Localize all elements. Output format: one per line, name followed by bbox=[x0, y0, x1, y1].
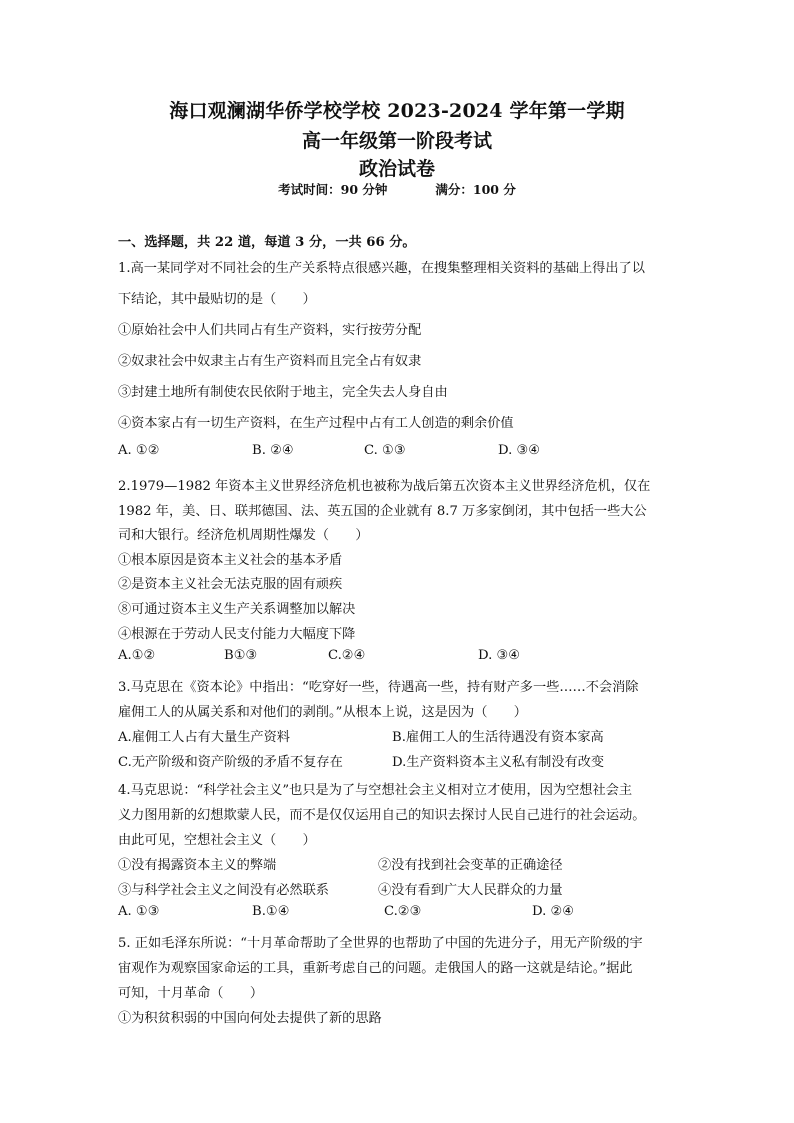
q5-statement-1: ①为积贫积弱的中国向何处去提供了新的思路 bbox=[118, 1011, 382, 1026]
q4-statement-1: ①没有揭露资本主义的弊端 bbox=[118, 858, 277, 873]
exam-score: 满分：100 分 bbox=[435, 182, 516, 197]
q2-option-d: D. ③④ bbox=[478, 648, 521, 663]
q2-statement-2: ②是资本主义社会无法克服的固有顽疾 bbox=[118, 577, 343, 592]
q1-stem-line2: 下结论，其中最贴切的是（ ） bbox=[118, 292, 316, 307]
q3-option-c: C.无产阶级和资产阶级的矛盾不复存在 bbox=[118, 755, 343, 770]
q1-statement-2: ②奴隶社会中奴隶主占有生产资料而且完全占有奴隶 bbox=[118, 354, 422, 369]
q2-option-b: B①③ bbox=[224, 648, 258, 663]
q4-stem-line2: 义力图用新的幻想欺蒙人民，而不是仅仅运用自己的知识去探讨人民自己进行的社会运动。 bbox=[118, 808, 646, 823]
q4-option-b: B.①④ bbox=[252, 904, 290, 919]
section-heading: 一、选择题，共 22 道，每道 3 分，一共 66 分。 bbox=[118, 235, 416, 250]
q2-stem-line2: 1982 年，美、日、联邦德国、法、英五国的企业就有 8.7 万多家倒闭，其中包括一些大公 bbox=[118, 504, 647, 519]
q4-statement-2: ②没有找到社会变革的正确途径 bbox=[378, 858, 563, 873]
q3-option-a: A.雇佣工人占有大量生产资料 bbox=[118, 730, 290, 745]
q1-statement-4: ④资本家占有一切生产资料，在生产过程中占有工人创造的剩余价值 bbox=[118, 416, 514, 431]
q1-stem-line1: 1.高一某同学对不同社会的生产关系特点很感兴趣，在搜集整理相关资料的基础上得出了以 bbox=[118, 261, 645, 276]
q1-option-a: A. ①② bbox=[118, 443, 160, 458]
q4-statement-4: ④没有看到广大人民群众的力量 bbox=[378, 883, 563, 898]
q4-stem-line3: 由此可见，空想社会主义（ ） bbox=[118, 833, 316, 848]
q1-statement-3: ③封建土地所有制使农民依附于地主，完全失去人身自由 bbox=[118, 385, 448, 400]
q3-option-d: D.生产资料资本主义私有制没有改变 bbox=[392, 755, 605, 770]
q3-stem-line1: 3.马克思在《资本论》中指出：“吃穿好一些，待遇高一些，持有财产多一些……不会消除 bbox=[118, 680, 639, 695]
q2-statement-1: ①根本原因是资本主义社会的基本矛盾 bbox=[118, 553, 343, 568]
q5-stem-line3: 可知，十月革命（ ） bbox=[118, 986, 264, 1001]
q2-option-c: C.②④ bbox=[328, 648, 366, 663]
q4-option-d: D. ②④ bbox=[532, 904, 575, 919]
q1-option-c: C. ①③ bbox=[364, 443, 406, 458]
q5-stem-line2: 宙观作为观察国家命运的工具，重新考虑自己的问题。走俄国人的路一这就是结论。”据此 bbox=[118, 961, 633, 976]
exam-time: 考试时间：90 分钟 bbox=[278, 182, 388, 197]
q2-statement-4: ④根源在于劳动人民支付能力大幅度下降 bbox=[118, 627, 356, 642]
q4-option-a: A. ①③ bbox=[118, 904, 160, 919]
q4-statement-3: ③与科学社会主义之间没有必然联系 bbox=[118, 883, 329, 898]
q1-option-b: B. ②④ bbox=[252, 443, 294, 458]
q2-option-a: A.①② bbox=[118, 648, 156, 663]
q2-stem-line1: 2.1979—1982 年资本主义世界经济危机也被称为战后第五次资本主义世界经济危机，仅在 bbox=[118, 479, 651, 494]
q3-stem-line2: 雇佣工人的从属关系和对他们的剥削。”从根本上说，这是因为（ ） bbox=[118, 705, 527, 720]
exam-meta bbox=[0, 180, 794, 198]
q5-stem-line1: 5. 正如毛泽东所说：“十月革命帮助了全世界的也帮助了中国的先进分子，用无产阶级的宇 bbox=[118, 936, 643, 951]
subject-title: 政治试卷 bbox=[358, 158, 435, 180]
q2-stem-line3: 司和大银行。经济危机周期性爆发（ ） bbox=[118, 528, 369, 543]
school-title: 海口观澜湖华侨学校学校 2023-2024 学年第一学期 bbox=[169, 100, 625, 122]
q4-stem-line1: 4.马克思说：“科学社会主义”也只是为了与空想社会主义相对立才使用，因为空想社会主 bbox=[118, 783, 632, 798]
q1-option-d: D. ③④ bbox=[498, 443, 541, 458]
q1-statement-1: ①原始社会中人们共同占有生产资料，实行按劳分配 bbox=[118, 323, 422, 338]
q3-option-b: B.雇佣工人的生活待遇没有资本家高 bbox=[392, 730, 604, 745]
q4-option-c: C.②③ bbox=[384, 904, 422, 919]
grade-title: 高一年级第一阶段考试 bbox=[301, 130, 492, 152]
q2-statement-3: ⑧可通过资本主义生产关系调整加以解决 bbox=[118, 602, 356, 617]
